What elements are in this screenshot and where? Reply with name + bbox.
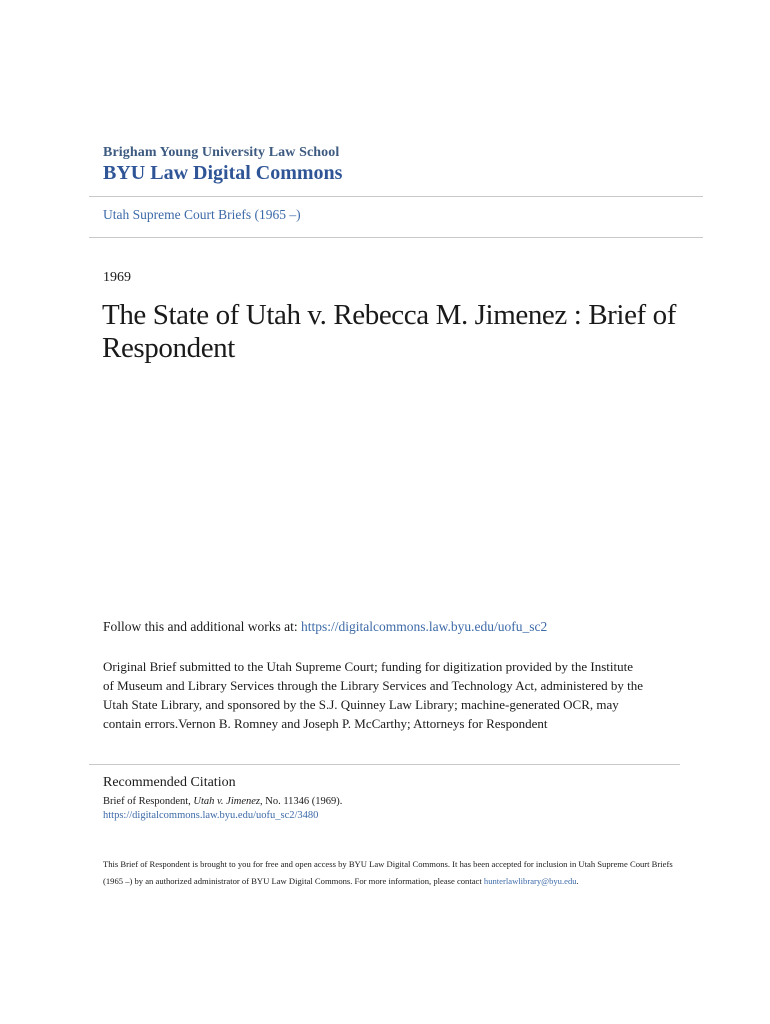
citation-case: Utah v. Jimenez (193, 796, 260, 807)
institution-name: Brigham Young University Law School (103, 145, 340, 160)
divider-citation (89, 764, 680, 765)
notice-end: . (576, 876, 579, 886)
access-notice (103, 856, 683, 890)
divider-top (89, 196, 703, 197)
contact-email-link[interactable]: hunterlawlibrary@byu.edu (483, 876, 577, 886)
follow-line (103, 619, 547, 635)
collection-link[interactable]: Utah Supreme Court Briefs (1965 –) (103, 207, 301, 222)
document-title: The State of Utah v. Rebecca M. Jimenez : Brief of Respondent (102, 299, 677, 364)
site-name[interactable]: BYU Law Digital Commons (103, 162, 343, 184)
notice-text: This Brief of Respondent is brought to you for free and open access by BYU Law Digital Commons. It has been accepted for inclusion in Utah Supreme Court Briefs (1965 –) by an authorized administrator of BYU Law Digital Commons. For more information, please contact (103, 859, 673, 886)
divider-collection (89, 237, 703, 238)
citation-prefix: Brief of Respondent, (103, 796, 194, 807)
citation-text (103, 796, 342, 807)
citation-suffix: , No. 11346 (1969). (259, 796, 343, 807)
citation-heading: Recommended Citation (103, 775, 236, 790)
document-description: Original Brief submitted to the Utah Supreme Court; funding for digitization provided by the Institute of Museum and Library Services through the Library Services and Technology Act, administered by the Utah State Library, and sponsored by the S.J. Quinney Law Library; machine-generated OCR, may contain errors.Vernon B. Romney and Joseph P. McCarthy; Attorneys for Respondent (103, 659, 644, 731)
citation-link[interactable]: https://digitalcommons.law.byu.edu/uofu_sc2/3480 (103, 810, 319, 821)
follow-prefix: Follow this and additional works at: (103, 619, 301, 634)
follow-link[interactable]: https://digitalcommons.law.byu.edu/uofu_sc2 (301, 619, 548, 634)
publication-year: 1969 (103, 270, 131, 285)
